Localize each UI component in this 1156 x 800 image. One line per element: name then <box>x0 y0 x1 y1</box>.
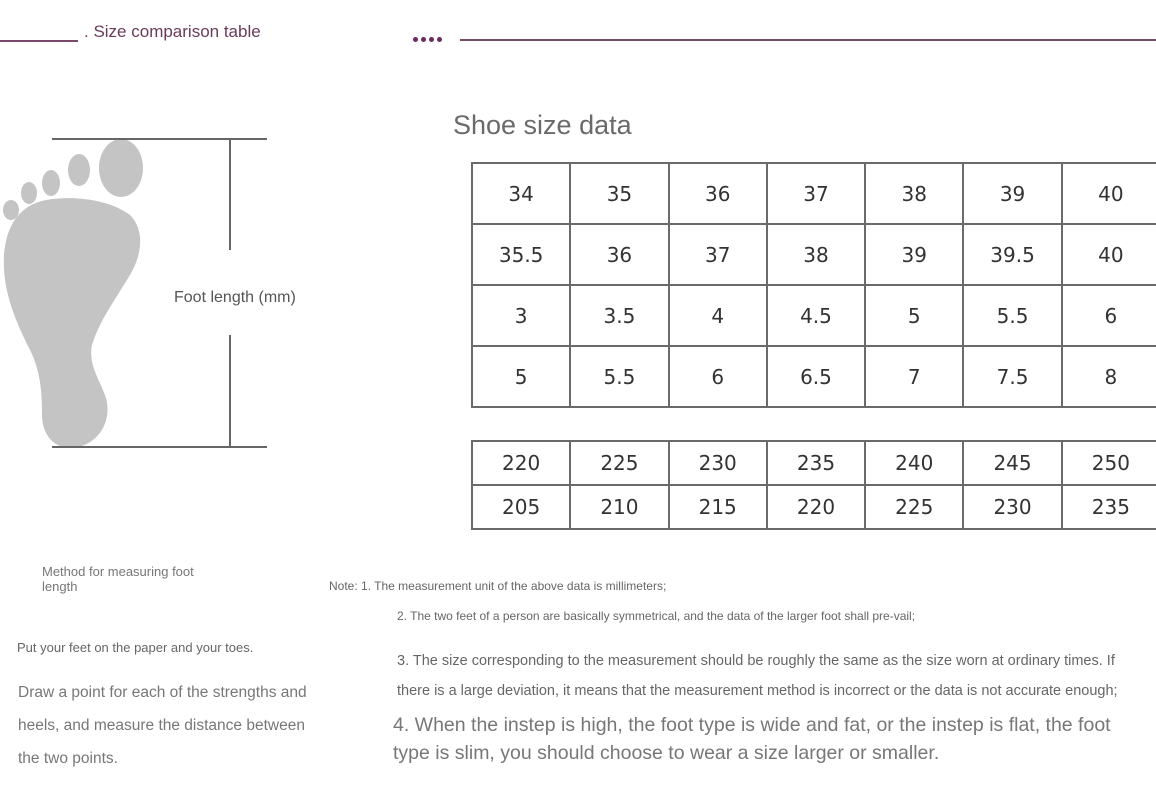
table-cell: 235 <box>1062 485 1156 529</box>
table-cell: 230 <box>963 485 1061 529</box>
table-row <box>472 224 1156 285</box>
table-cell: 6 <box>669 346 767 407</box>
table-cell: 35 <box>570 163 668 224</box>
table-cell: 5 <box>472 346 570 407</box>
table-cell: 245 <box>963 441 1061 485</box>
table-row <box>472 441 1156 485</box>
table-cell: 7 <box>865 346 963 407</box>
page-title: . Size comparison table <box>84 22 261 41</box>
table-cell: 6.5 <box>767 346 865 407</box>
header-line-right <box>460 39 1156 41</box>
table-cell: 5 <box>865 285 963 346</box>
table-cell: 230 <box>669 441 767 485</box>
table-cell: 38 <box>865 163 963 224</box>
decorative-dots <box>413 37 442 42</box>
table-cell: 210 <box>570 485 668 529</box>
table-cell: 36 <box>570 224 668 285</box>
table-cell: 220 <box>472 441 570 485</box>
table-cell: 34 <box>472 163 570 224</box>
table-cell: 225 <box>570 441 668 485</box>
table-cell: 37 <box>767 163 865 224</box>
foot-icon <box>3 139 143 448</box>
table-cell: 39 <box>963 163 1061 224</box>
table-row <box>472 346 1156 407</box>
table-cell: 250 <box>1062 441 1156 485</box>
table-cell: 7.5 <box>963 346 1061 407</box>
table-cell: 3.5 <box>570 285 668 346</box>
table-row <box>472 485 1156 529</box>
table-cell: 225 <box>865 485 963 529</box>
table-cell: 205 <box>472 485 570 529</box>
note-2: 2. The two feet of a person are basically symmetrical, and the data of the larger foot shall pre-vail; <box>397 609 916 623</box>
note-3: 3. The size corresponding to the measurement should be roughly the same as the size worn at ordinary times. If there is a large deviation, it means that the measurement method is incorrect or the data is not accurate enough; <box>397 653 1118 699</box>
method-label: Method for measuring foot length <box>42 564 194 594</box>
note-4: 4. When the instep is high, the foot type is wide and fat, or the instep is flat, the foot type is slim, you should choose to wear a size larger or smaller. <box>393 714 1111 764</box>
table-cell: 39.5 <box>963 224 1061 285</box>
table-cell: 3 <box>472 285 570 346</box>
table-cell: 40 <box>1062 163 1156 224</box>
table-cell: 38 <box>767 224 865 285</box>
instruction-1: Put your feet on the paper and your toes. <box>17 640 254 655</box>
table-cell: 36 <box>669 163 767 224</box>
table-cell: 215 <box>669 485 767 529</box>
table-cell: 8 <box>1062 346 1156 407</box>
table-row <box>472 285 1156 346</box>
table-cell: 4 <box>669 285 767 346</box>
table-cell: 220 <box>767 485 865 529</box>
table-cell: 6 <box>1062 285 1156 346</box>
table-cell: 5.5 <box>570 346 668 407</box>
table-row <box>472 163 1156 224</box>
shoe-size-title: Shoe size data <box>453 110 632 140</box>
note-1: Note: 1. The measurement unit of the above data is millimeters; <box>329 579 667 593</box>
table-cell: 4.5 <box>767 285 865 346</box>
size-table-2 <box>471 440 1156 530</box>
size-table-1 <box>471 162 1156 408</box>
instruction-2: Draw a point for each of the strengths and heels, and measure the distance between the two points. <box>18 684 307 767</box>
table-cell: 39 <box>865 224 963 285</box>
table-cell: 35.5 <box>472 224 570 285</box>
header-line-left <box>0 40 78 42</box>
table-cell: 235 <box>767 441 865 485</box>
foot-length-label: Foot length (mm) <box>174 289 296 306</box>
table-cell: 40 <box>1062 224 1156 285</box>
table-cell: 5.5 <box>963 285 1061 346</box>
table-cell: 240 <box>865 441 963 485</box>
table-cell: 37 <box>669 224 767 285</box>
